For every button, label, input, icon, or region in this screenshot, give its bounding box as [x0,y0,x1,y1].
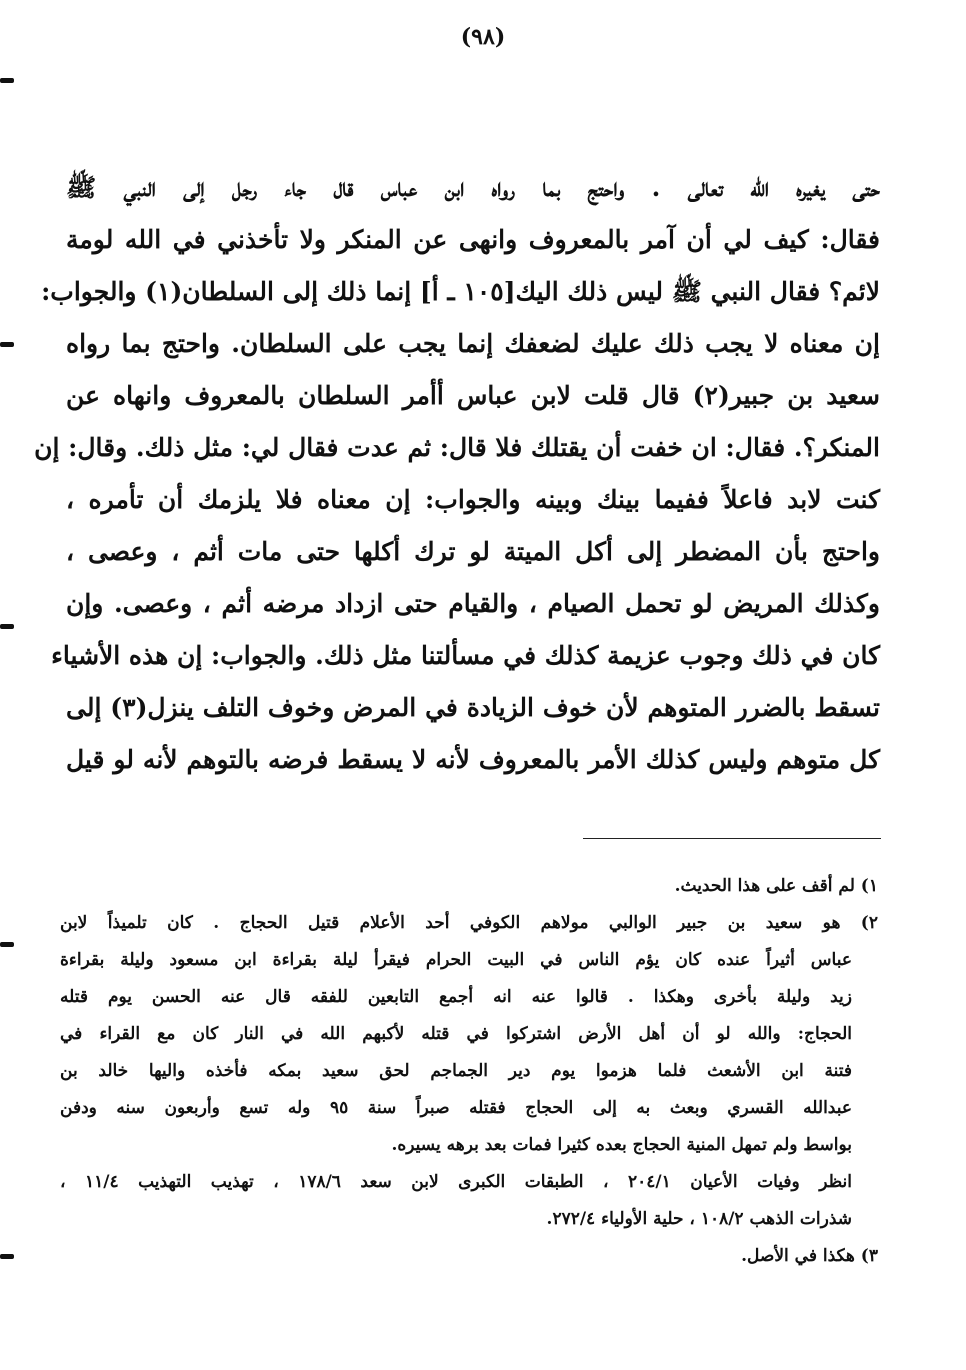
footnote-line: الحجاج: والله لو أن أهل الأرض اشتركوا في قتله لأكبهم الله في النار كان مع القراء في [60,1024,852,1044]
text-line: المنكر؟. فقال: ان خفت أن يقتلك فلا قال: ثم عدت فقال لي: مثل ذلك. وقال: إن [34,433,880,462]
text-line: كان في ذلك وجوب عزيمة كذلك في مسألتنا مثل ذلك. والجواب: إن هذه الأشياء [51,641,880,670]
text-line: وكذلك المريض لو تحمل الصيام ، والقيام حتى ازداد مرضه أثم ، وعصى. وإن [66,589,880,618]
footnote-line: شذرات الذهب ١٠٨/٢ ، حلية الأولياء ٢٧٢/٤. [546,1209,852,1229]
footnote-line: زيد وليلة بأخرى وهكذا . قالوا عنه انه أجمع التابعين للفقه قال عنه الحسن يوم قتله [60,987,852,1007]
text-line: كنت لابد فاعلاً ففيما بينك وبينه والجواب: إن معناه فلا يلزمك أن تأمره ، [66,485,880,514]
footnote-1: ١) لم أقف على هذا الحديث. [674,876,878,896]
footnote-2 [60,905,878,1164]
margin-mark [0,624,14,629]
footnote-line: عباس أثيراً عنده كان يؤم الناس في البيت الحرام فيقرأ ليلة بقراءة ابن مسعود وليلة بقراءة [60,950,852,970]
footnote-3: ٣) هكذا في الأصل. [741,1246,878,1266]
margin-mark [0,342,14,347]
footnote-line: فتنة ابن الأشعث فلما هزموا يوم دير الجماجم لحق سعيد بمكه فأخذه واليها خالد بن [60,1061,852,1081]
footnote-line: ٢) هو سعيد بن جبير الوالبي مولاهم الكوفي أحد الأعلام قتيل الحجاج . كان تلميذاً لابن [60,913,878,933]
footnotes [60,868,878,1275]
main-text [34,162,880,786]
text-line: تسقط بالضرر المتوهم لأن خوف الزيادة في المرض وخوف التلف ينزل(٣) إلى [66,693,880,722]
text-line: واحتج بأن المضطر إلى أكل الميتة لو ترك أكلها حتى مات أثم ، وعصى ، [66,537,880,566]
margin-mark [0,78,14,83]
page-number: (٩٨) [460,24,506,50]
text-line: إن معناه لا يجب ذلك عليك لضعفك إنما يجب على السلطان. واحتج بما رواه [66,329,880,358]
footnote-2-sources [60,1164,878,1238]
footnote-separator [583,838,881,839]
text-line: فقال: كيف لي أن آمر بالمعروف وانهى عن المنكر ولا تأخذني في الله لومة [66,225,880,254]
text-line: لائم؟ فقال النبي ﷺ ليس ذلك اليك[١٠٥ ـ أ] إنما ذلك إلى السلطان(١) والجواب: [41,277,880,306]
margin-mark [0,942,14,947]
footnote-line: عبدالله القسري وبعث به إلى الحجاج فقتله صبراً سنة ٩٥ وله تسع وأربعون سنه ودفن [60,1098,852,1118]
text-line: سعيد بن جبير(٢) قال قلت لابن عباس أأمر السلطان بالمعروف وانهاه عن [66,381,880,410]
footnote-line: بواسط ولم تمهل المنية الحجاج بعده كثيرا فمات بعد برهه يسيره. [391,1135,852,1155]
text-line: كل متوهم وليس كذلك الأمر بالمعروف لأنه لا يسقط فرضه بالتوهم لأنه لو قيل [66,745,880,774]
text-line: حتى يغيره الله تعالى . واحتج بما رواه ابن عباس قال جاء رجل إلى النبي ﷺ [66,173,880,202]
margin-mark [0,1254,14,1259]
footnote-line: انظر وفيات الأعيان ٢٠٤/١ ، الطبقات الكبرى لابن سعد ١٧٨/٦ ، تهذيب التهذيب ١١/٤ ، [60,1172,853,1192]
